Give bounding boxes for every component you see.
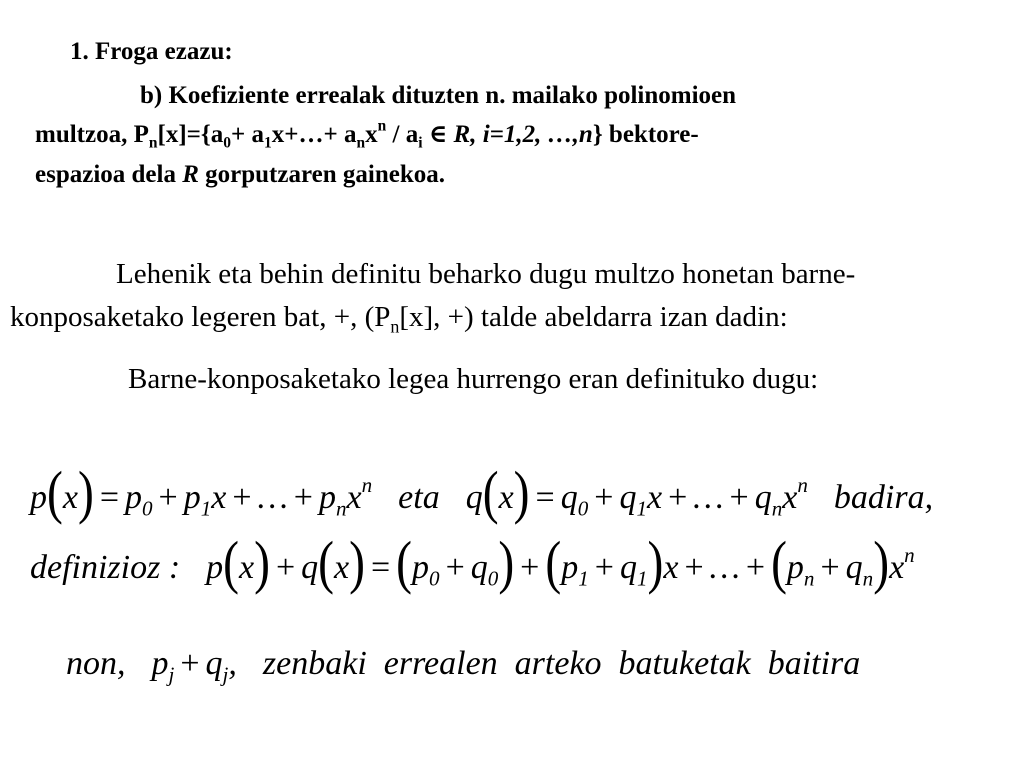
formula-definition-sum: definizioz : $p(x) + q(x) = (p_0 + q_0) + (p_1 + q_1)x$ + … + $(p_n + q_n)x^n$ [30, 530, 915, 596]
paragraph-2: Barne-konposaketako legea hurrengo eran definituko dugu: [128, 363, 819, 395]
exercise-heading: 1. Froga ezazu: [70, 38, 233, 65]
item-b-line1: b) Koefiziente errealak dituzten n. mailako polinomioen [140, 82, 737, 109]
formula-note-real-sums: non, $p_j + q_j$, zenbaki errealen arteko batuketak baitira [66, 645, 861, 687]
paragraph-1-line2: konposaketako legeren bat, +, ($P_n[x]$, +) talde abeldarra izan dadin: [10, 301, 788, 337]
item-b-line3: espazioa dela R gorputzaren gainekoa. [35, 161, 445, 188]
formula-polynomials-p-q: $p(x) = p_0 + p_1x$ + … + $p_nx^n$ eta $q(x) = q_0 + q_1x$ + … + $q_nx^n$ badira, [30, 460, 934, 526]
paragraph-1-line1: Lehenik eta behin definitu beharko dugu multzo honetan barne- [116, 258, 856, 290]
item-b-line2: multzoa, $P_n[x]=\{a_0+$ $a_1x+\dots+ a_nx^n / a_i$ ∈ R, i=1,2, …,n} bektore- [35, 117, 699, 152]
